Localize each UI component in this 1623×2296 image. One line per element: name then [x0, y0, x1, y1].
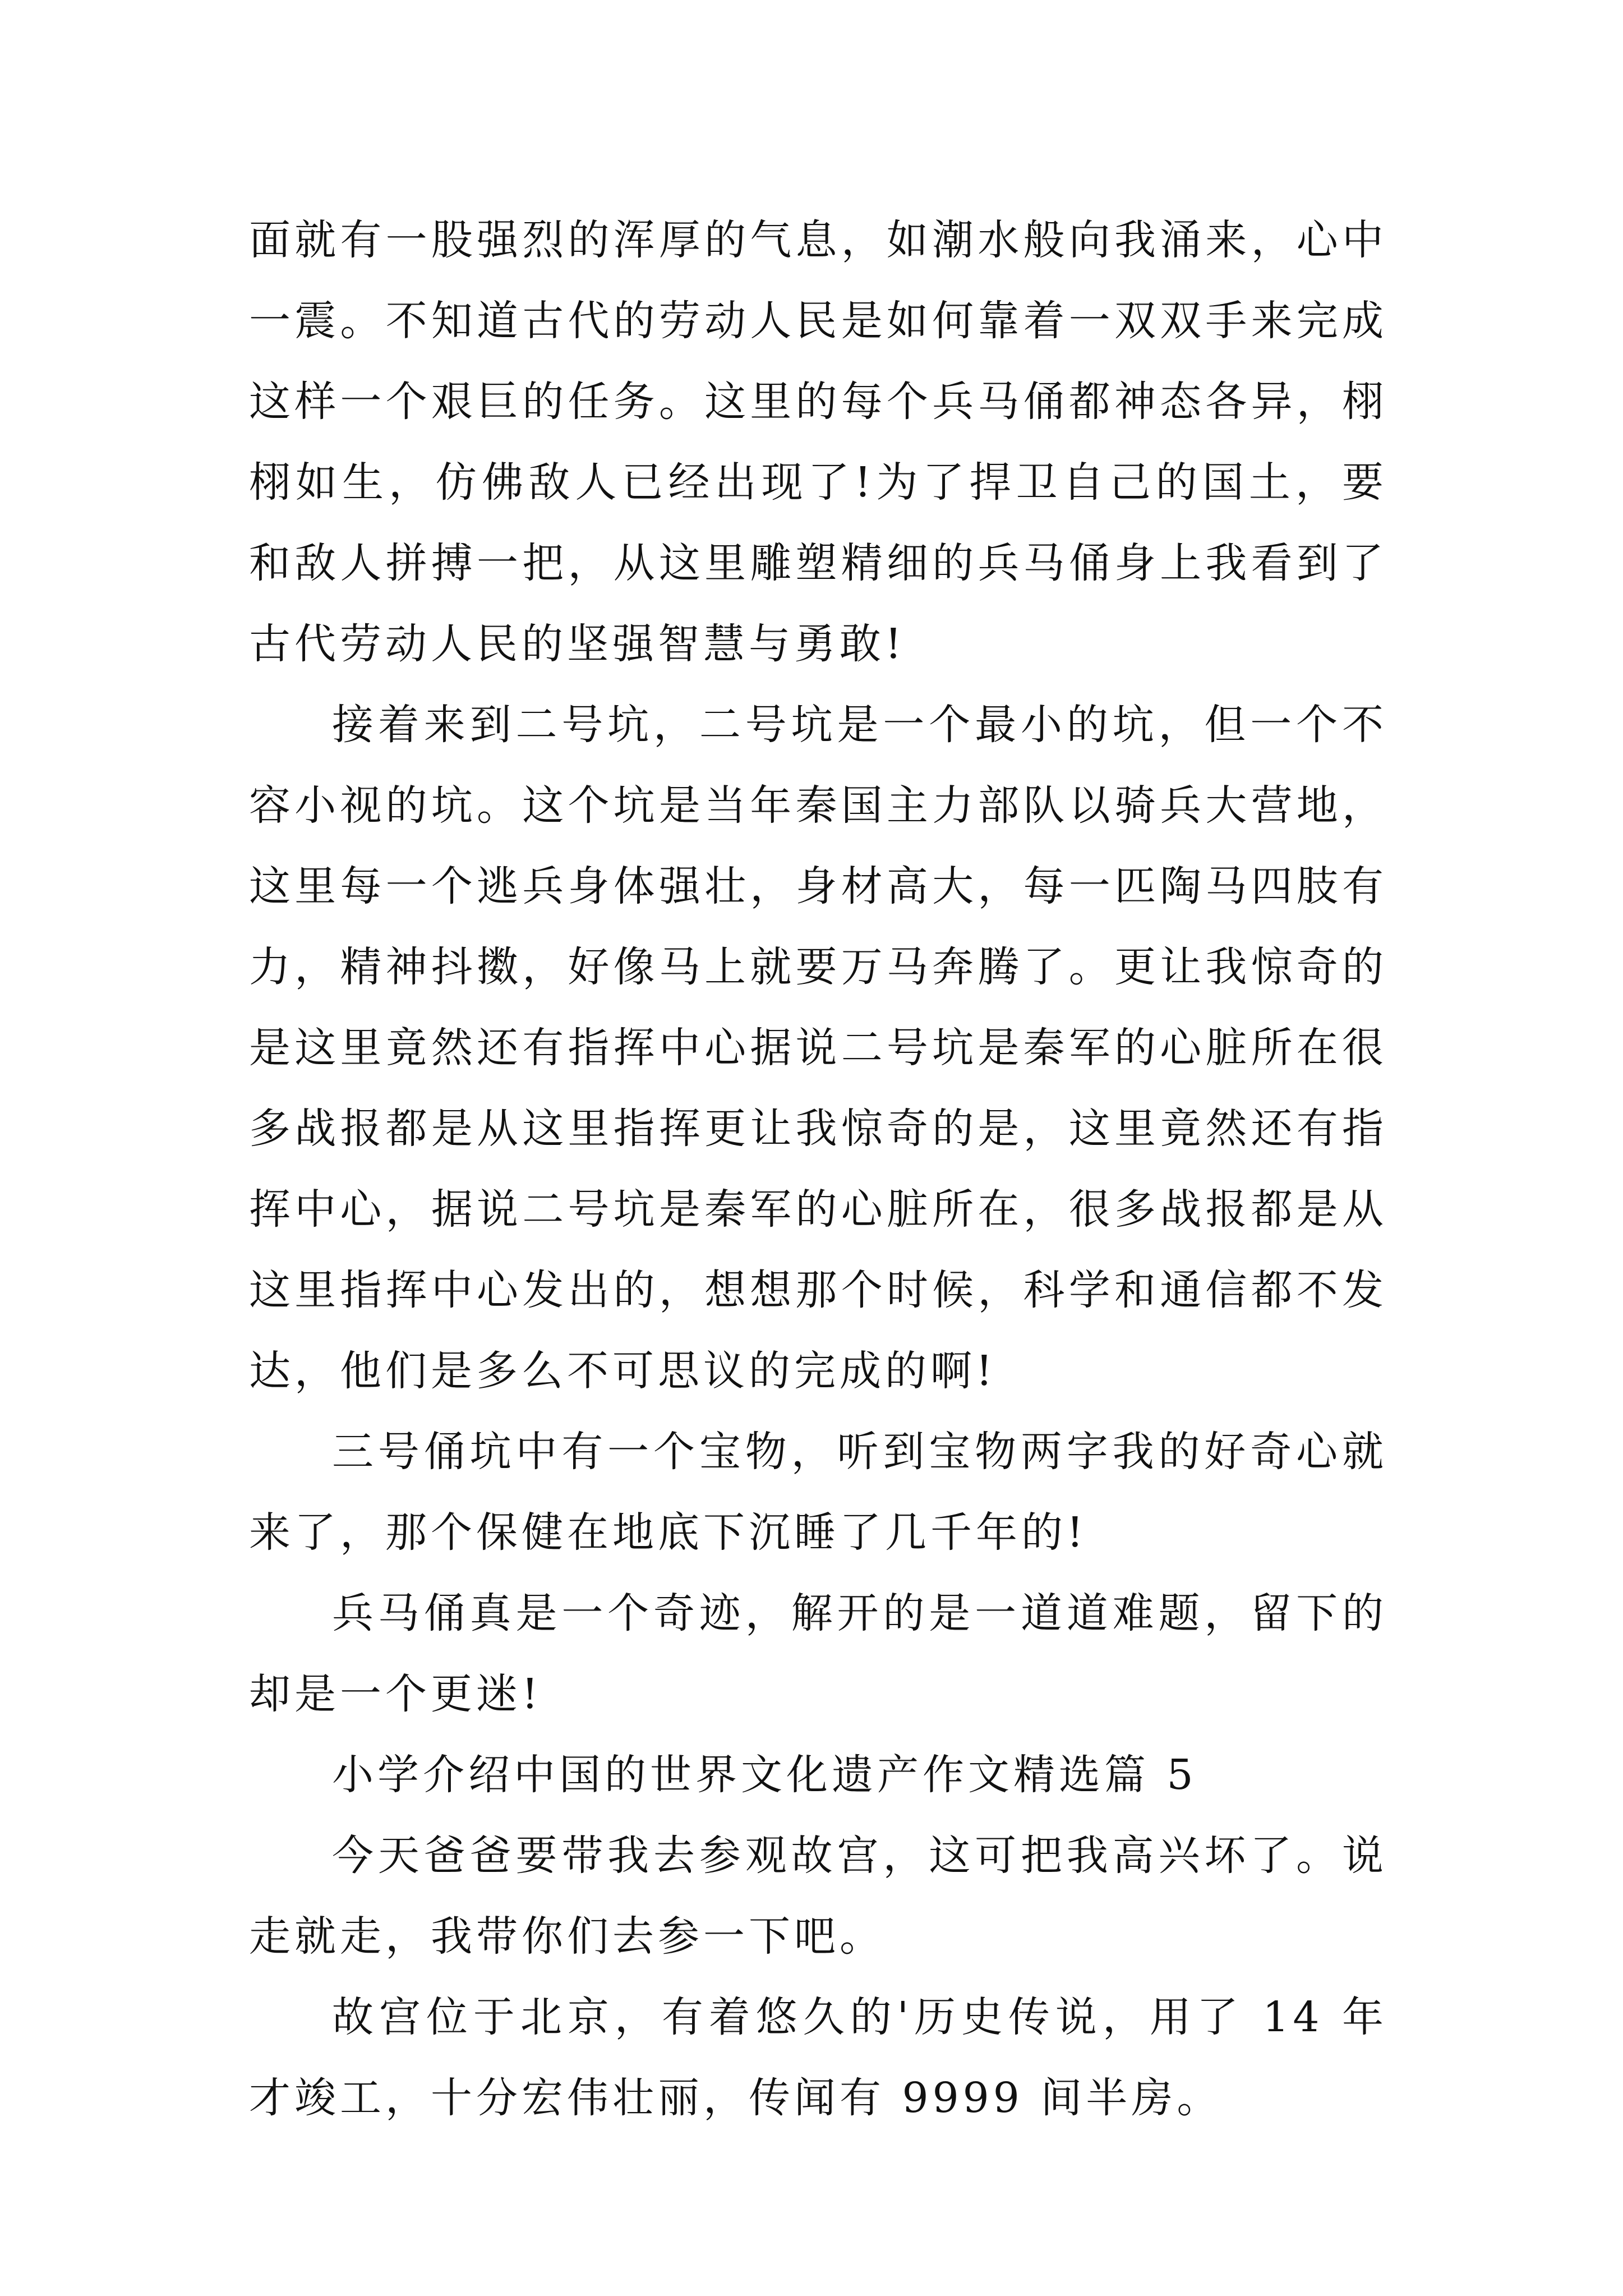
section-heading: 小学介绍中国的世界文化遗产作文精选篇 5	[332, 1751, 1197, 1799]
paragraph-pit-two: 接着来到二号坑，二号坑是一个最小的坑，但一个不容小视的坑。这个坑是当年秦国主力部队以骑兵大营地，这里每一个逃兵身体强壮，身材高大，每一匹陶马四肢有力，精神抖擞，好像马上就要万马奔腾了。更让我惊奇的是这里竟然还有指挥中心据说二号坑是秦军的心脏所在很多战报都是从这里指挥更让我惊奇的是，这里竟然还有指挥中心，据说二号坑是秦军的心脏所在，很多战报都是从这里指挥中心发出的，想想那个时候，科学和通信都不发达，他们是多么不可思议的完成的啊!	[249, 701, 1387, 1395]
paragraph-conclusion: 兵马俑真是一个奇迹，解开的是一道道难题，留下的却是一个更迷!	[249, 1589, 1387, 1718]
paragraph-palace-intro: 今天爸爸要带我去参观故宫，这可把我高兴坏了。说走就走，我带你们去参一下吧。	[249, 1832, 1387, 1961]
document-body	[249, 200, 1387, 2138]
paragraph-continuation: 面就有一股强烈的浑厚的气息，如潮水般向我涌来，心中一震。不知道古代的劳动人民是如何靠着一双双手来完成这样一个艰巨的任务。这里的每个兵马俑都神态各异，栩栩如生，仿佛敌人已经出现了!为了捍卫自己的国土，要和敌人拼搏一把，从这里雕塑精细的兵马俑身上我看到了古代劳动人民的坚强智慧与勇敢!	[249, 216, 1387, 668]
paragraph-pit-three: 三号俑坑中有一个宝物，听到宝物两字我的好奇心就来了，那个保健在地底下沉睡了几千年的!	[249, 1428, 1387, 1557]
paragraph-palace-history: 故宫位于北京，有着悠久的'历史传说，用了 14 年才竣工，十分宏伟壮丽，传闻有 9999 间半房。	[249, 1993, 1387, 2122]
